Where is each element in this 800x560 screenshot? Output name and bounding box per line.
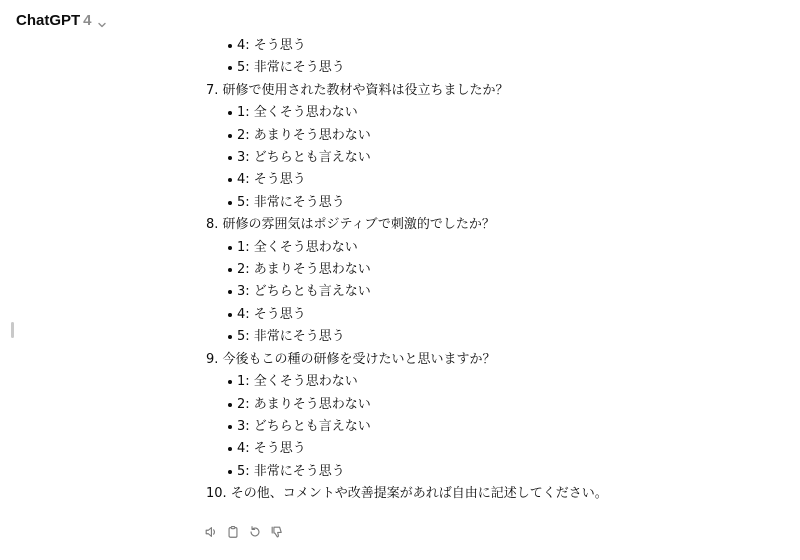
list-item: 5: 非常にそう思う bbox=[228, 326, 766, 348]
model-switcher[interactable] bbox=[16, 12, 107, 29]
sidebar-resize-handle[interactable] bbox=[11, 322, 14, 338]
regenerate-button[interactable] bbox=[247, 524, 263, 540]
model-version: 4 bbox=[83, 11, 92, 29]
list-item: 2: あまりそう思わない bbox=[228, 259, 766, 281]
question-7-options bbox=[206, 102, 766, 214]
chevron-down-icon bbox=[97, 15, 107, 25]
question-7: 7. 研修で使用された教材や資料は役立ちましたか？ bbox=[206, 82, 509, 98]
list-item: 4: そう思う bbox=[228, 304, 766, 326]
assistant-message bbox=[206, 35, 766, 506]
list-item: 4: そう思う bbox=[228, 35, 766, 57]
speaker-icon bbox=[204, 525, 218, 539]
list-item: 4: そう思う bbox=[228, 438, 766, 460]
lead-options-list bbox=[206, 35, 766, 80]
copy-icon bbox=[226, 525, 240, 539]
regenerate-icon bbox=[248, 525, 262, 539]
read-aloud-button[interactable] bbox=[203, 524, 219, 540]
list-item: 3: どちらとも言えない bbox=[228, 416, 766, 438]
list-item: 1: 全くそう思わない bbox=[228, 237, 766, 259]
copy-button[interactable] bbox=[225, 524, 241, 540]
model-name: ChatGPT bbox=[16, 11, 81, 29]
question-8: 8. 研修の雰囲気はポジティブで刺激的でしたか？ bbox=[206, 217, 495, 233]
question-9: 9. 今後もこの種の研修を受けたいと思いますか？ bbox=[206, 351, 496, 367]
list-item: 3: どちらとも言えない bbox=[228, 147, 766, 169]
list-item: 2: あまりそう思わない bbox=[228, 125, 766, 147]
list-item: 3: どちらとも言えない bbox=[228, 281, 766, 303]
question-10: 10. その他、コメントや改善提案があれば自由に記述してください。 bbox=[206, 486, 608, 502]
list-item: 1: 全くそう思わない bbox=[228, 371, 766, 393]
list-item: 2: あまりそう思わない bbox=[228, 394, 766, 416]
list-item: 5: 非常にそう思う bbox=[228, 192, 766, 214]
thumbs-down-icon bbox=[270, 525, 284, 539]
list-item: 1: 全くそう思わない bbox=[228, 102, 766, 124]
bad-response-button[interactable] bbox=[269, 524, 285, 540]
message-actions bbox=[203, 524, 285, 540]
header bbox=[0, 0, 107, 40]
question-9-options bbox=[206, 371, 766, 483]
list-item: 5: 非常にそう思う bbox=[228, 461, 766, 483]
list-item: 5: 非常にそう思う bbox=[228, 57, 766, 79]
list-item: 4: そう思う bbox=[228, 169, 766, 191]
question-8-options bbox=[206, 237, 766, 349]
